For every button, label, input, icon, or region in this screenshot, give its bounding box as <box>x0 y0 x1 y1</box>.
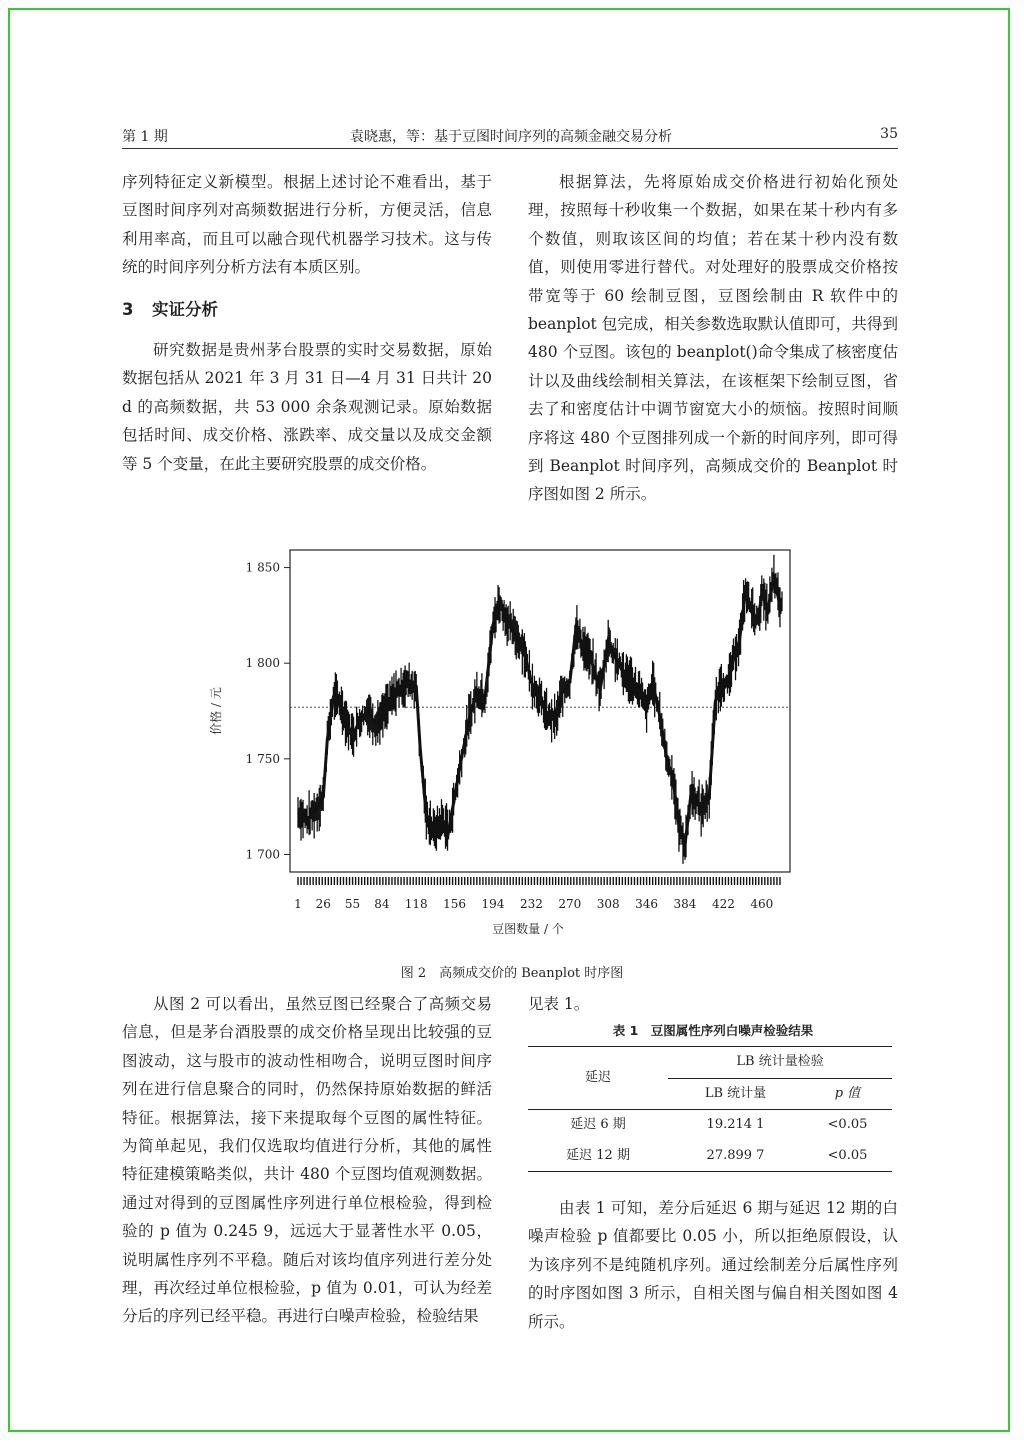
header-p-value: p 值 <box>834 1085 861 1101</box>
x-tick-label: 84 <box>374 897 390 911</box>
table-title: 表 1 豆图属性序列白噪声检验结果 <box>612 1023 814 1039</box>
header-lag: 延迟 <box>528 1047 668 1110</box>
cell-p: <0.05 <box>827 1117 868 1133</box>
beanplot-chart <box>200 540 830 940</box>
section-title: 实证分析 <box>152 299 218 319</box>
x-tick-label: 308 <box>596 897 620 911</box>
y-tick-label: 1 800 <box>245 656 280 671</box>
right-column-top <box>528 168 898 509</box>
cell-stat: 27.899 7 <box>706 1147 765 1163</box>
cell-stat: 19.214 1 <box>706 1117 765 1133</box>
right-column-bottom <box>528 990 898 1336</box>
white-noise-table <box>528 1046 892 1172</box>
y-axis-label: 价格 / 元 <box>209 687 223 735</box>
figure-caption: 图 2 高频成交价的 Beanplot 时序图 <box>400 966 624 981</box>
x-tick-label: 55 <box>344 897 361 911</box>
running-header <box>122 124 898 149</box>
paragraph: 由表 1 可知，差分后延迟 6 期与延迟 12 期的白噪声检验 p 值都要比 0.05 小，所以拒绝原假设，认为该序列不是纯随机序列。通过绘制差分后属性序列的时序图如图 3 所示，自相关图与偏自相关图如图 4 所示。 <box>528 1199 898 1331</box>
x-tick-label: 194 <box>481 897 505 911</box>
y-tick-label: 1 750 <box>245 751 280 766</box>
x-rug <box>298 877 780 885</box>
issue-number: 第 1 期 <box>122 129 168 145</box>
paragraph: 序列特征定义新模型。根据上述讨论不难看出，基于豆图时间序列对高频数据进行分析，方便灵活，信息利用率高，而且可以融合现代机器学习技术。这与传统的时间序列分析方法有本质区别。 <box>122 173 492 277</box>
paragraph: 根据算法，先将原始成交价格进行初始化预处理，按照每十秒收集一个数据，如果在某十秒内有多个数值，则取该区间的均值；若在某十秒内没有数值，则使用零进行替代。对处理好的股票成交价格按带宽等于 60 绘制豆图，豆图绘制由 R 软件中的 beanplot 包完成，相关参数选取默认值即可，共得到 480 个豆图。该包的 beanplot()命令集成了核密度估计以及曲线绘制相关算法，在该框架下绘制豆图，省去了和密度估计中调节窗宽大小的烦恼。按照时间顺序将这 480 个豆图排列成一个新的时间序列，即可得到 Beanplot 时间序列，高频成交价的 Beanplot 时序图如图 2 所示。 <box>528 173 898 504</box>
section-heading <box>122 296 492 324</box>
table-row <box>528 1141 892 1172</box>
y-axis <box>246 561 290 862</box>
table-row <box>528 1110 892 1141</box>
x-tick-label: 118 <box>404 897 428 911</box>
x-tick-label: 26 <box>315 897 331 911</box>
header-lb-group: LB 统计量检验 <box>668 1047 892 1078</box>
x-tick-label: 384 <box>673 897 697 911</box>
y-tick-label: 1 700 <box>245 847 280 862</box>
left-column-bottom <box>122 990 492 1331</box>
x-tick-label: 460 <box>750 897 774 911</box>
x-tick-label: 270 <box>558 897 582 911</box>
y-tick-label: 1 850 <box>245 560 280 575</box>
page-number: 35 <box>880 126 898 142</box>
cell-lag: 延迟 12 期 <box>566 1147 630 1163</box>
left-column-top <box>122 168 492 478</box>
paragraph: 见表 1。 <box>528 995 590 1013</box>
x-tick-label: 232 <box>519 897 543 911</box>
x-tick-label: 422 <box>711 897 735 911</box>
x-axis <box>294 897 773 911</box>
paragraph: 从图 2 可以看出，虽然豆图已经聚合了高频交易信息，但是茅台酒股票的成交价格呈现出比较强的豆图波动，这与股市的波动性相吻合，说明豆图时间序列在进行信息聚合的同时，仍然保持原始数据的鲜活特征。根据算法，接下来提取每个豆图的属性特征。为简单起见，我们仅选取均值进行分析，其他的属性特征建模策略类似，共计 480 个豆图均值观测数据。通过对得到的豆图属性序列进行单位根检验，得到检验的 p 值为 0.245 9，远远大于显著性水平 0.05，说明属性序列不平稳。随后对该均值序列进行差分处理，再次经过单位根检验，p 值为 0.01，可认为经差分后的序列已经平稳。再进行白噪声检验，检验结果 <box>122 995 492 1326</box>
section-number: 3 <box>122 299 134 319</box>
running-title: 袁晓惠，等：基于豆图时间序列的高频金融交易分析 <box>350 129 672 145</box>
x-tick-label: 1 <box>294 897 302 911</box>
x-tick-label: 156 <box>443 897 467 911</box>
cell-p: <0.05 <box>827 1147 868 1163</box>
paragraph: 研究数据是贵州茅台股票的实时交易数据，原始数据包括从 2021 年 3 月 31 日—4 月 31 日共计 20 d 的高频数据，共 53 000 余条观测记录。原始数据包括时间、成交价格、涨跌率、成交量以及成交金额等 5 个变量，在此主要研究股票的成交价格。 <box>122 341 492 473</box>
x-axis-label: 豆图数量 / 个 <box>492 922 564 936</box>
cell-lag: 延迟 6 期 <box>570 1117 626 1133</box>
header-lb-stat: LB 统计量 <box>704 1085 767 1101</box>
x-tick-label: 346 <box>635 897 659 911</box>
bean-series <box>298 555 782 864</box>
